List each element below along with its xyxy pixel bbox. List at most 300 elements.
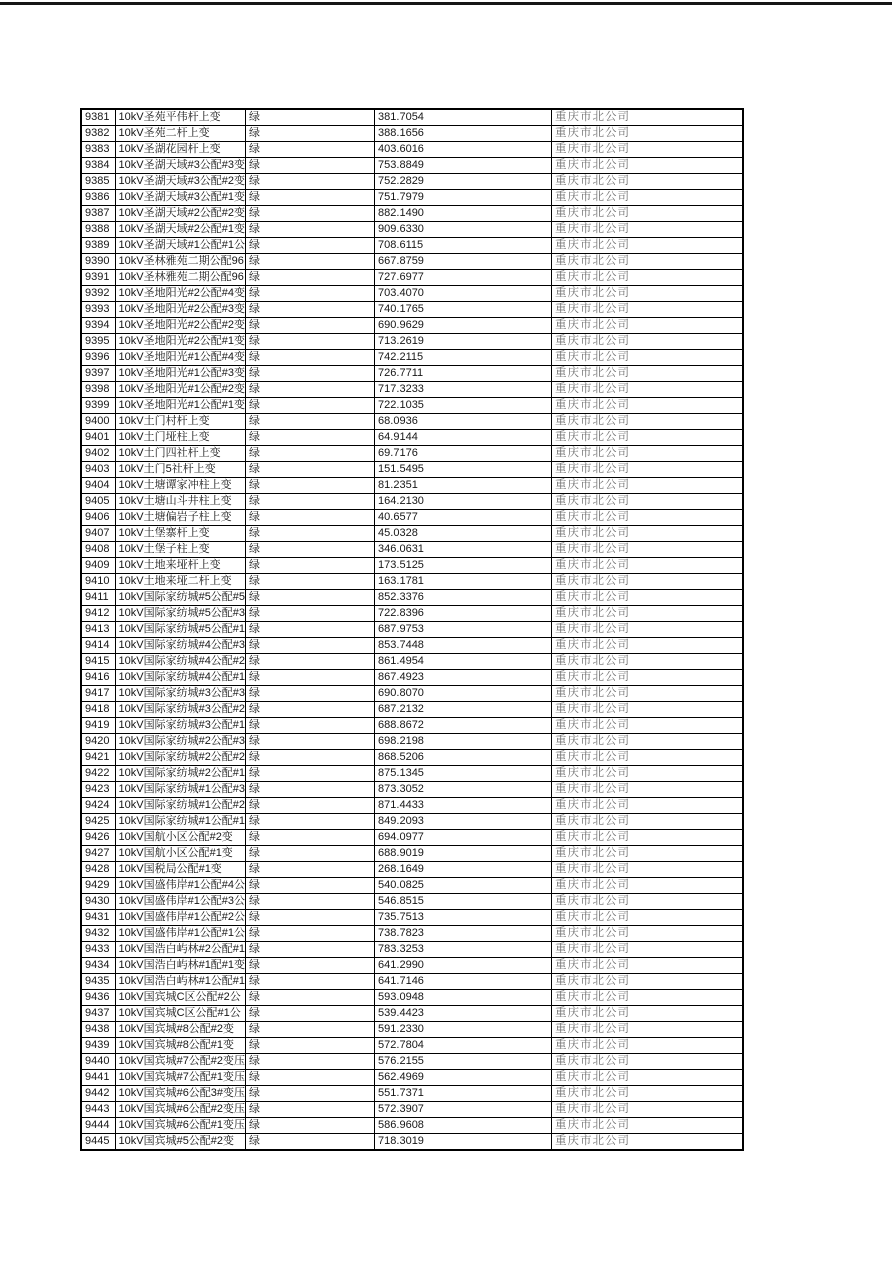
row-id-cell: 9442 <box>81 1086 115 1102</box>
row-id-cell: 9389 <box>81 238 115 254</box>
status-cell: 绿 <box>246 686 375 702</box>
row-id-cell: 9421 <box>81 750 115 766</box>
status-cell: 绿 <box>246 798 375 814</box>
row-id-cell: 9381 <box>81 109 115 126</box>
company-cell: 重庆市北公司 <box>552 382 743 398</box>
device-name-cell: 10kV土塘山斗井柱上变 <box>115 494 246 510</box>
company-cell: 重庆市北公司 <box>552 1102 743 1118</box>
table-row <box>81 158 743 174</box>
status-cell: 绿 <box>246 654 375 670</box>
status-cell: 绿 <box>246 350 375 366</box>
row-id-cell: 9404 <box>81 478 115 494</box>
table-row <box>81 510 743 526</box>
company-cell: 重庆市北公司 <box>552 270 743 286</box>
table-row <box>81 206 743 222</box>
status-cell: 绿 <box>246 446 375 462</box>
row-id-cell: 9426 <box>81 830 115 846</box>
device-name-cell: 10kV国际家纺城#4公配#2 <box>115 654 246 670</box>
device-name-cell: 10kV圣地阳光#2公配#3变 <box>115 302 246 318</box>
table-row <box>81 1086 743 1102</box>
row-id-cell: 9393 <box>81 302 115 318</box>
row-id-cell: 9400 <box>81 414 115 430</box>
company-cell: 重庆市北公司 <box>552 1038 743 1054</box>
company-cell: 重庆市北公司 <box>552 318 743 334</box>
status-cell: 绿 <box>246 542 375 558</box>
company-cell: 重庆市北公司 <box>552 974 743 990</box>
status-cell: 绿 <box>246 462 375 478</box>
table-row <box>81 190 743 206</box>
row-id-cell: 9415 <box>81 654 115 670</box>
company-cell: 重庆市北公司 <box>552 206 743 222</box>
device-name-cell: 10kV国浩白屿林#1配#1变 <box>115 958 246 974</box>
company-cell: 重庆市北公司 <box>552 430 743 446</box>
table-row <box>81 318 743 334</box>
company-cell: 重庆市北公司 <box>552 126 743 142</box>
status-cell: 绿 <box>246 109 375 126</box>
table-row <box>81 830 743 846</box>
value-cell: 738.7823 <box>375 926 552 942</box>
device-name-cell: 10kV圣湖天域#3公配#3变 <box>115 158 246 174</box>
value-cell: 591.2330 <box>375 1022 552 1038</box>
row-id-cell: 9397 <box>81 366 115 382</box>
table-row <box>81 814 743 830</box>
value-cell: 687.9753 <box>375 622 552 638</box>
status-cell: 绿 <box>246 222 375 238</box>
status-cell: 绿 <box>246 1134 375 1151</box>
device-name-cell: 10kV圣湖天域#1公配#1公 <box>115 238 246 254</box>
table-row <box>81 174 743 190</box>
table-row <box>81 702 743 718</box>
value-cell: 735.7513 <box>375 910 552 926</box>
company-cell: 重庆市北公司 <box>552 526 743 542</box>
company-cell: 重庆市北公司 <box>552 958 743 974</box>
device-name-cell: 10kV国盛伟岸#1公配#2公 <box>115 910 246 926</box>
row-id-cell: 9437 <box>81 1006 115 1022</box>
row-id-cell: 9412 <box>81 606 115 622</box>
company-cell: 重庆市北公司 <box>552 798 743 814</box>
status-cell: 绿 <box>246 638 375 654</box>
value-cell: 690.9629 <box>375 318 552 334</box>
table-row <box>81 494 743 510</box>
status-cell: 绿 <box>246 286 375 302</box>
value-cell: 572.7804 <box>375 1038 552 1054</box>
device-name-cell: 10kV圣地阳光#1公配#4变 <box>115 350 246 366</box>
status-cell: 绿 <box>246 1086 375 1102</box>
company-cell: 重庆市北公司 <box>552 366 743 382</box>
device-name-cell: 10kV圣地阳光#2公配#1变 <box>115 334 246 350</box>
device-name-cell: 10kV国际家纺城#1公配#1 <box>115 814 246 830</box>
row-id-cell: 9401 <box>81 430 115 446</box>
device-name-cell: 10kV土塘谭家冲柱上变 <box>115 478 246 494</box>
device-name-cell: 10kV国际家纺城#4公配#3 <box>115 638 246 654</box>
device-name-cell: 10kV土堡寨杆上变 <box>115 526 246 542</box>
table-row <box>81 654 743 670</box>
device-name-cell: 10kV国际家纺城#1公配#2 <box>115 798 246 814</box>
company-cell: 重庆市北公司 <box>552 702 743 718</box>
table-row <box>81 366 743 382</box>
status-cell: 绿 <box>246 158 375 174</box>
status-cell: 绿 <box>246 526 375 542</box>
device-name-cell: 10kV国宾城#8公配#1变 <box>115 1038 246 1054</box>
device-name-cell: 10kV国际家纺城#5公配#5 <box>115 590 246 606</box>
company-cell: 重庆市北公司 <box>552 142 743 158</box>
value-cell: 688.9019 <box>375 846 552 862</box>
value-cell: 751.7979 <box>375 190 552 206</box>
status-cell: 绿 <box>246 766 375 782</box>
status-cell: 绿 <box>246 862 375 878</box>
device-name-cell: 10kV圣地阳光#1公配#3变 <box>115 366 246 382</box>
value-cell: 641.2990 <box>375 958 552 974</box>
row-id-cell: 9413 <box>81 622 115 638</box>
device-name-cell: 10kV土门5社杆上变 <box>115 462 246 478</box>
value-cell: 783.3253 <box>375 942 552 958</box>
company-cell: 重庆市北公司 <box>552 638 743 654</box>
row-id-cell: 9390 <box>81 254 115 270</box>
value-cell: 875.1345 <box>375 766 552 782</box>
row-id-cell: 9423 <box>81 782 115 798</box>
row-id-cell: 9422 <box>81 766 115 782</box>
company-cell: 重庆市北公司 <box>552 670 743 686</box>
status-cell: 绿 <box>246 238 375 254</box>
company-cell: 重庆市北公司 <box>552 686 743 702</box>
device-name-cell: 10kV圣地阳光#1公配#2变 <box>115 382 246 398</box>
value-cell: 853.7448 <box>375 638 552 654</box>
company-cell: 重庆市北公司 <box>552 574 743 590</box>
value-cell: 68.0936 <box>375 414 552 430</box>
device-name-cell: 10kV圣湖花园杆上变 <box>115 142 246 158</box>
value-cell: 852.3376 <box>375 590 552 606</box>
company-cell: 重庆市北公司 <box>552 558 743 574</box>
status-cell: 绿 <box>246 910 375 926</box>
status-cell: 绿 <box>246 990 375 1006</box>
company-cell: 重庆市北公司 <box>552 158 743 174</box>
device-name-cell: 10kV圣苑二杆上变 <box>115 126 246 142</box>
status-cell: 绿 <box>246 702 375 718</box>
status-cell: 绿 <box>246 494 375 510</box>
row-id-cell: 9406 <box>81 510 115 526</box>
row-id-cell: 9396 <box>81 350 115 366</box>
row-id-cell: 9410 <box>81 574 115 590</box>
value-cell: 694.0977 <box>375 830 552 846</box>
row-id-cell: 9416 <box>81 670 115 686</box>
row-id-cell: 9435 <box>81 974 115 990</box>
device-name-cell: 10kV圣湖天域#3公配#1变 <box>115 190 246 206</box>
status-cell: 绿 <box>246 830 375 846</box>
device-name-cell: 10kV圣林雅苑二期公配96 <box>115 254 246 270</box>
table-row <box>81 1102 743 1118</box>
status-cell: 绿 <box>246 1070 375 1086</box>
table-row <box>81 926 743 942</box>
device-name-cell: 10kV圣湖天域#2公配#1变 <box>115 222 246 238</box>
device-name-cell: 10kV土门四社杆上变 <box>115 446 246 462</box>
value-cell: 722.1035 <box>375 398 552 414</box>
status-cell: 绿 <box>246 782 375 798</box>
device-name-cell: 10kV国宾城C区公配#2公 <box>115 990 246 1006</box>
company-cell: 重庆市北公司 <box>552 1118 743 1134</box>
value-cell: 742.2115 <box>375 350 552 366</box>
device-name-cell: 10kV国浩白屿林#1公配#1 <box>115 974 246 990</box>
table-row <box>81 766 743 782</box>
table-row <box>81 238 743 254</box>
device-name-cell: 10kV国际家纺城#2公配#2 <box>115 750 246 766</box>
table-row <box>81 222 743 238</box>
value-cell: 861.4954 <box>375 654 552 670</box>
value-cell: 868.5206 <box>375 750 552 766</box>
device-name-cell: 10kV土门垭柱上变 <box>115 430 246 446</box>
row-id-cell: 9394 <box>81 318 115 334</box>
value-cell: 40.6577 <box>375 510 552 526</box>
table-row <box>81 734 743 750</box>
device-name-cell: 10kV国际家纺城#5公配#3 <box>115 606 246 622</box>
table-row <box>81 526 743 542</box>
value-cell: 708.6115 <box>375 238 552 254</box>
value-cell: 717.3233 <box>375 382 552 398</box>
row-id-cell: 9411 <box>81 590 115 606</box>
value-cell: 871.4433 <box>375 798 552 814</box>
row-id-cell: 9418 <box>81 702 115 718</box>
value-cell: 164.2130 <box>375 494 552 510</box>
device-name-cell: 10kV圣湖天域#3公配#2变 <box>115 174 246 190</box>
company-cell: 重庆市北公司 <box>552 622 743 638</box>
table-row <box>81 958 743 974</box>
table-row <box>81 1070 743 1086</box>
value-cell: 687.2132 <box>375 702 552 718</box>
row-id-cell: 9434 <box>81 958 115 974</box>
row-id-cell: 9428 <box>81 862 115 878</box>
company-cell: 重庆市北公司 <box>552 606 743 622</box>
device-name-cell: 10kV国际家纺城#2公配#3 <box>115 734 246 750</box>
device-name-cell: 10kV国盛伟岸#1公配#3公 <box>115 894 246 910</box>
device-name-cell: 10kV国宾城#7公配#1变压 <box>115 1070 246 1086</box>
status-cell: 绿 <box>246 1118 375 1134</box>
table-row <box>81 1022 743 1038</box>
company-cell: 重庆市北公司 <box>552 718 743 734</box>
table-row <box>81 590 743 606</box>
row-id-cell: 9444 <box>81 1118 115 1134</box>
row-id-cell: 9402 <box>81 446 115 462</box>
status-cell: 绿 <box>246 1054 375 1070</box>
value-cell: 722.8396 <box>375 606 552 622</box>
status-cell: 绿 <box>246 942 375 958</box>
value-cell: 849.2093 <box>375 814 552 830</box>
device-name-cell: 10kV国宾城#6公配3#变压 <box>115 1086 246 1102</box>
row-id-cell: 9399 <box>81 398 115 414</box>
table-row <box>81 558 743 574</box>
row-id-cell: 9432 <box>81 926 115 942</box>
value-cell: 403.6016 <box>375 142 552 158</box>
table-row <box>81 254 743 270</box>
company-cell: 重庆市北公司 <box>552 398 743 414</box>
device-name-cell: 10kV国际家纺城#4公配#1 <box>115 670 246 686</box>
device-name-cell: 10kV圣地阳光#2公配#2变 <box>115 318 246 334</box>
value-cell: 586.9608 <box>375 1118 552 1134</box>
device-name-cell: 10kV圣林雅苑二期公配96 <box>115 270 246 286</box>
device-name-cell: 10kV国盛伟岸#1公配#4公 <box>115 878 246 894</box>
status-cell: 绿 <box>246 670 375 686</box>
company-cell: 重庆市北公司 <box>552 1054 743 1070</box>
value-cell: 703.4070 <box>375 286 552 302</box>
value-cell: 346.0631 <box>375 542 552 558</box>
table-row <box>81 990 743 1006</box>
table-row <box>81 574 743 590</box>
company-cell: 重庆市北公司 <box>552 334 743 350</box>
device-name-cell: 10kV国盛伟岸#1公配#1公 <box>115 926 246 942</box>
device-name-cell: 10kV圣湖天域#2公配#2变 <box>115 206 246 222</box>
row-id-cell: 9386 <box>81 190 115 206</box>
table-row <box>81 462 743 478</box>
value-cell: 69.7176 <box>375 446 552 462</box>
status-cell: 绿 <box>246 1006 375 1022</box>
company-cell: 重庆市北公司 <box>552 782 743 798</box>
company-cell: 重庆市北公司 <box>552 462 743 478</box>
device-name-cell: 10kV土地来垭二杆上变 <box>115 574 246 590</box>
device-name-cell: 10kV国航小区公配#1变 <box>115 846 246 862</box>
row-id-cell: 9407 <box>81 526 115 542</box>
company-cell: 重庆市北公司 <box>552 766 743 782</box>
status-cell: 绿 <box>246 894 375 910</box>
status-cell: 绿 <box>246 1038 375 1054</box>
table-row <box>81 286 743 302</box>
status-cell: 绿 <box>246 190 375 206</box>
value-cell: 64.9144 <box>375 430 552 446</box>
row-id-cell: 9405 <box>81 494 115 510</box>
row-id-cell: 9403 <box>81 462 115 478</box>
value-cell: 688.8672 <box>375 718 552 734</box>
company-cell: 重庆市北公司 <box>552 1006 743 1022</box>
value-cell: 740.1765 <box>375 302 552 318</box>
table-row <box>81 270 743 286</box>
status-cell: 绿 <box>246 430 375 446</box>
table-row <box>81 1006 743 1022</box>
company-cell: 重庆市北公司 <box>552 350 743 366</box>
company-cell: 重庆市北公司 <box>552 830 743 846</box>
company-cell: 重庆市北公司 <box>552 222 743 238</box>
company-cell: 重庆市北公司 <box>552 990 743 1006</box>
status-cell: 绿 <box>246 270 375 286</box>
status-cell: 绿 <box>246 318 375 334</box>
company-cell: 重庆市北公司 <box>552 750 743 766</box>
row-id-cell: 9445 <box>81 1134 115 1151</box>
device-name-cell: 10kV国宾城#7公配#2变压 <box>115 1054 246 1070</box>
status-cell: 绿 <box>246 878 375 894</box>
row-id-cell: 9408 <box>81 542 115 558</box>
row-id-cell: 9436 <box>81 990 115 1006</box>
row-id-cell: 9419 <box>81 718 115 734</box>
status-cell: 绿 <box>246 398 375 414</box>
row-id-cell: 9417 <box>81 686 115 702</box>
status-cell: 绿 <box>246 478 375 494</box>
value-cell: 641.7146 <box>375 974 552 990</box>
value-cell: 882.1490 <box>375 206 552 222</box>
table-row <box>81 894 743 910</box>
status-cell: 绿 <box>246 142 375 158</box>
row-id-cell: 9382 <box>81 126 115 142</box>
table-row <box>81 798 743 814</box>
value-cell: 867.4923 <box>375 670 552 686</box>
row-id-cell: 9441 <box>81 1070 115 1086</box>
table-row <box>81 622 743 638</box>
status-cell: 绿 <box>246 174 375 190</box>
device-name-cell: 10kV圣苑平伟杆上变 <box>115 109 246 126</box>
row-id-cell: 9438 <box>81 1022 115 1038</box>
company-cell: 重庆市北公司 <box>552 878 743 894</box>
device-name-cell: 10kV圣地阳光#1公配#1变 <box>115 398 246 414</box>
company-cell: 重庆市北公司 <box>552 238 743 254</box>
value-cell: 539.4423 <box>375 1006 552 1022</box>
table-row <box>81 398 743 414</box>
row-id-cell: 9440 <box>81 1054 115 1070</box>
company-cell: 重庆市北公司 <box>552 446 743 462</box>
table-row <box>81 302 743 318</box>
device-name-cell: 10kV国际家纺城#1公配#3 <box>115 782 246 798</box>
value-cell: 381.7054 <box>375 109 552 126</box>
value-cell: 45.0328 <box>375 526 552 542</box>
value-cell: 753.8849 <box>375 158 552 174</box>
value-cell: 173.5125 <box>375 558 552 574</box>
device-name-cell: 10kV国际家纺城#5公配#1 <box>115 622 246 638</box>
table-row <box>81 430 743 446</box>
company-cell: 重庆市北公司 <box>552 510 743 526</box>
value-cell: 593.0948 <box>375 990 552 1006</box>
company-cell: 重庆市北公司 <box>552 910 743 926</box>
company-cell: 重庆市北公司 <box>552 542 743 558</box>
row-id-cell: 9395 <box>81 334 115 350</box>
row-id-cell: 9431 <box>81 910 115 926</box>
value-cell: 690.8070 <box>375 686 552 702</box>
company-cell: 重庆市北公司 <box>552 302 743 318</box>
company-cell: 重庆市北公司 <box>552 1134 743 1151</box>
status-table-body <box>81 109 743 1150</box>
status-cell: 绿 <box>246 254 375 270</box>
status-cell: 绿 <box>246 366 375 382</box>
company-cell: 重庆市北公司 <box>552 1070 743 1086</box>
row-id-cell: 9388 <box>81 222 115 238</box>
device-name-cell: 10kV国浩白屿林#2公配#1 <box>115 942 246 958</box>
table-row <box>81 862 743 878</box>
table-row <box>81 1118 743 1134</box>
table-row <box>81 542 743 558</box>
company-cell: 重庆市北公司 <box>552 862 743 878</box>
status-cell: 绿 <box>246 126 375 142</box>
value-cell: 163.1781 <box>375 574 552 590</box>
table-row <box>81 1038 743 1054</box>
device-name-cell: 10kV国际家纺城#3公配#1 <box>115 718 246 734</box>
table-row <box>81 846 743 862</box>
status-cell: 绿 <box>246 206 375 222</box>
status-cell: 绿 <box>246 734 375 750</box>
table-row <box>81 718 743 734</box>
company-cell: 重庆市北公司 <box>552 190 743 206</box>
row-id-cell: 9385 <box>81 174 115 190</box>
status-cell: 绿 <box>246 622 375 638</box>
company-cell: 重庆市北公司 <box>552 590 743 606</box>
value-cell: 752.2829 <box>375 174 552 190</box>
device-name-cell: 10kV土塘偏岩子柱上变 <box>115 510 246 526</box>
device-name-cell: 10kV国宾城#6公配#1变压 <box>115 1118 246 1134</box>
device-name-cell: 10kV国宾城C区公配#1公 <box>115 1006 246 1022</box>
table-row <box>81 382 743 398</box>
row-id-cell: 9424 <box>81 798 115 814</box>
row-id-cell: 9430 <box>81 894 115 910</box>
status-cell: 绿 <box>246 382 375 398</box>
company-cell: 重庆市北公司 <box>552 894 743 910</box>
table-row <box>81 334 743 350</box>
status-cell: 绿 <box>246 334 375 350</box>
company-cell: 重庆市北公司 <box>552 1086 743 1102</box>
row-id-cell: 9414 <box>81 638 115 654</box>
status-cell: 绿 <box>246 590 375 606</box>
table-row <box>81 686 743 702</box>
